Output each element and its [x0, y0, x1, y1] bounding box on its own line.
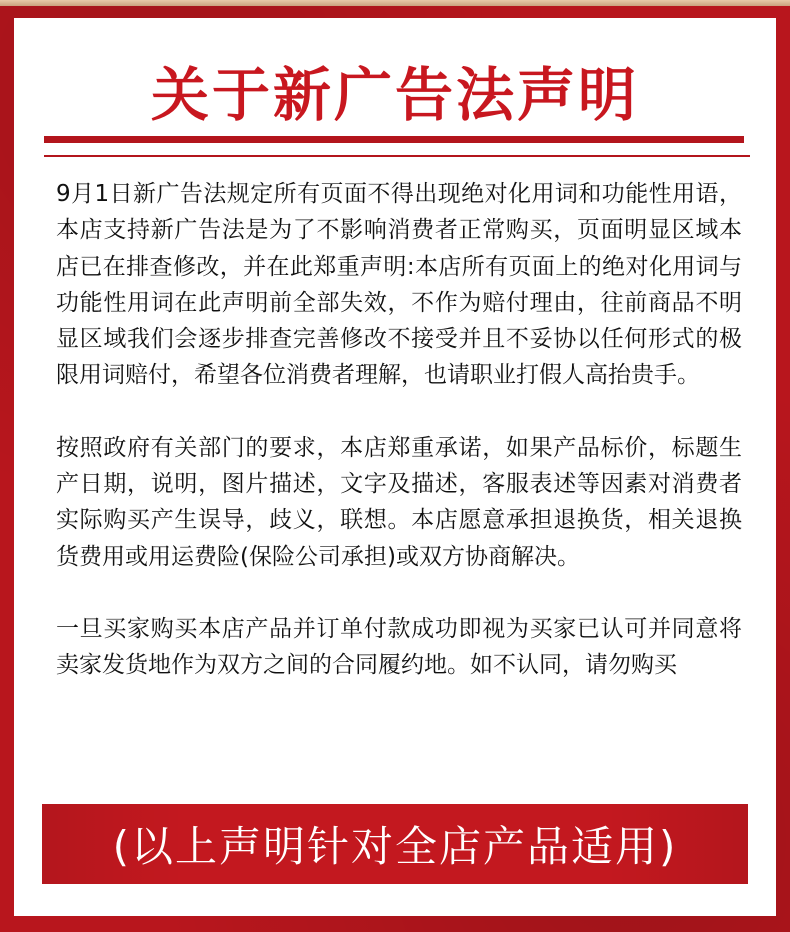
notice-body [56, 176, 742, 720]
title-divider-thick [44, 136, 744, 143]
scope-banner [42, 804, 748, 884]
scope-banner-text: (以上声明针对全店产品适用) [112, 822, 678, 871]
notice-panel [14, 18, 776, 916]
paragraph-contract-location: 一旦买家购买本店产品并订单付款成功即视为买家已认可并同意将卖家发货地作为双方之间的合同履约地。如不认同，请勿购买 [56, 615, 742, 679]
paragraph-commitment: 按照政府有关部门的要求，本店郑重承诺，如果产品标价，标题生产日期，说明，图片描述，文字及描述，客服表述等因素对消费者实际购买产生误导，歧义，联想。本店愿意承担退换货，相关退换货费用或用运费险(保险公司承担)或双方协商解决。 [56, 434, 742, 570]
page-title: 关于新广告法声明 [150, 61, 639, 129]
top-decorative-strip [0, 0, 790, 6]
title-divider-thin [44, 155, 750, 157]
paragraph-ad-law: 9月1日新广告法规定所有页面不得出现绝对化用词和功能性用语，本店支持新广告法是为了不影响消费者正常购买，页面明显区域本店已在排查修改，并在此郑重声明:本店所有页面上的绝对化用词与功能性用词在此声明前全部失效，不作为赔付理由，往前商品不明显区域我们会逐步排查完善修改不接受并且不妥协以任何形式的极限用词赔付，希望各位消费者理解，也请职业打假人高抬贵手。 [56, 181, 742, 389]
